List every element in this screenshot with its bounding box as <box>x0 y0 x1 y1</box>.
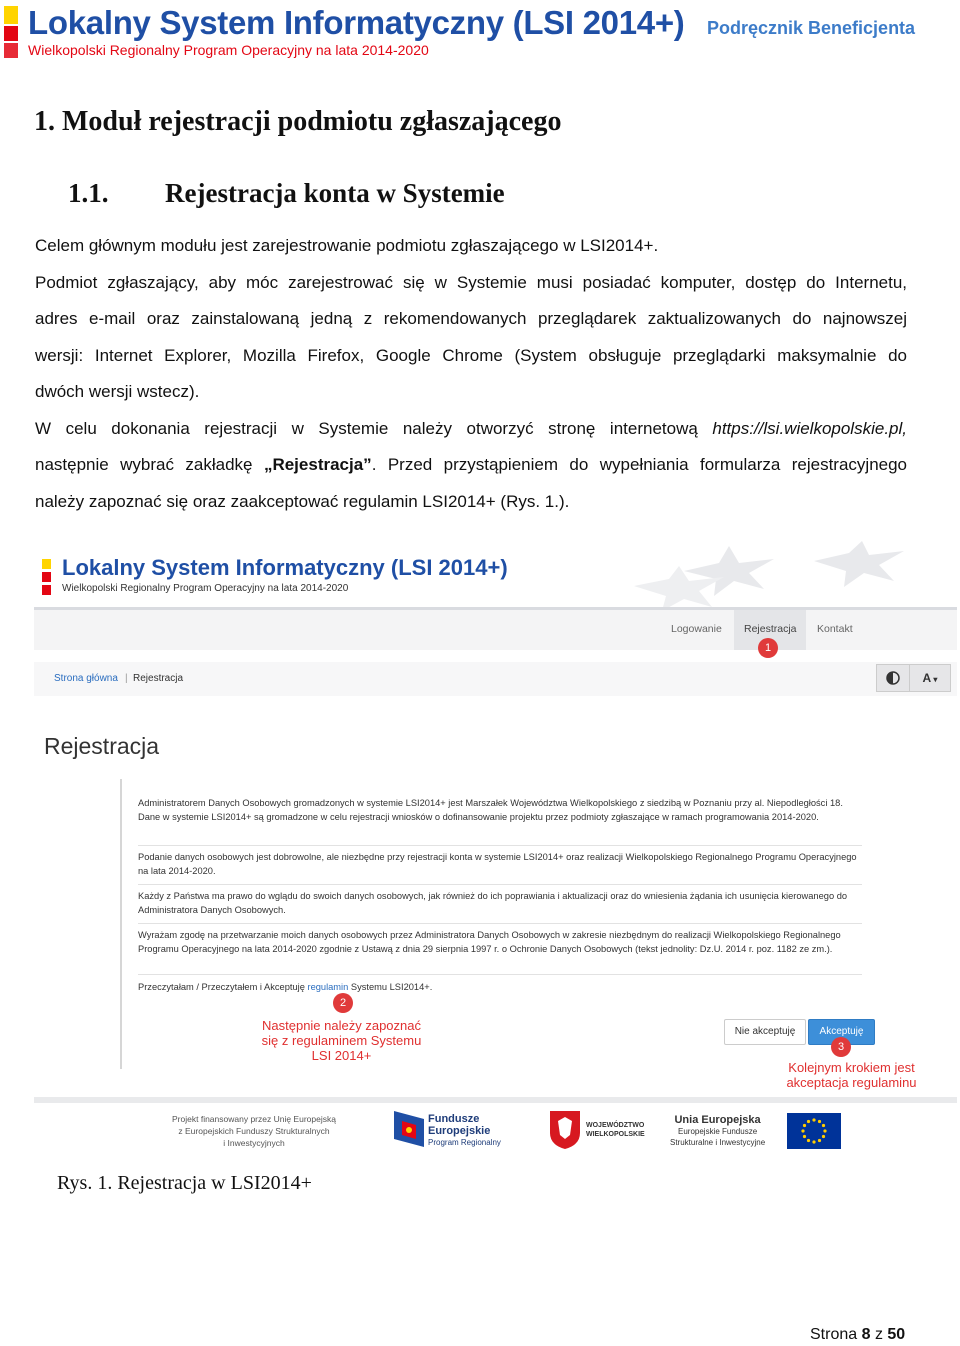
page-of-label: z <box>874 1326 883 1343</box>
statement-text: Systemu LSI2014+. <box>348 982 433 992</box>
page-title: Rejestracja <box>44 733 160 759</box>
accept-statement <box>138 981 862 995</box>
body-text-part: . Przed przystąpieniem do wypełniania formularza rejestracyjnego <box>371 455 908 474</box>
registration-screenshot <box>34 541 957 1181</box>
footer-line: Fundusze <box>428 1113 480 1125</box>
tab-register[interactable]: Rejestracja <box>744 623 797 635</box>
footer-line: Unia Europejska <box>674 1114 761 1126</box>
breadcrumb-home[interactable]: Strona główna <box>54 673 118 684</box>
eu-label <box>670 1115 765 1148</box>
font-size-button[interactable] <box>909 664 951 692</box>
footer-line: Europejskie <box>428 1125 491 1137</box>
footer-line: z Europejskich Funduszy Strukturalnych <box>178 1126 330 1136</box>
tab-contact[interactable]: Kontakt <box>817 623 853 635</box>
body-line: należy zapoznać się oraz zaakceptować regulamin LSI2014+ (Rys. 1.). <box>35 491 570 511</box>
wielkopolska-coat-of-arms-icon <box>550 1111 580 1149</box>
footer-line: WOJEWÓDZTWO <box>586 1122 645 1129</box>
annotation-badge-2: 2 <box>333 993 353 1013</box>
voivodeship-label <box>586 1121 645 1139</box>
footer-line: Projekt finansowany przez Unię Europejską <box>172 1114 336 1124</box>
divider <box>138 845 862 846</box>
note-line: LSI 2014+ <box>311 1048 372 1063</box>
manual-label: Podręcznik Beneficjenta <box>707 18 916 38</box>
annotation-badge-1: 1 <box>758 638 778 658</box>
body-line: adres e-mail oraz zainstalowaną jedną z rekomendowanych przeglądarek zaktualizowanych do najnowszej <box>35 309 907 328</box>
figure-caption: Rys. 1. Rejestracja w LSI2014+ <box>57 1172 312 1194</box>
regulations-paragraph: Każdy z Państwa ma prawo do wglądu do swoich danych osobowych, jak również do ich poprawiania i aktualizacji oraz do wniesienia żądania ich usunięcia kierowanego do Administratora Danych Osobowych. <box>138 891 848 915</box>
note-line: się z regulaminem Systemu <box>261 1033 422 1048</box>
current-page: 8 <box>861 1326 871 1343</box>
contrast-button[interactable] <box>876 664 910 692</box>
page-number <box>810 1326 905 1344</box>
note-line: Następnie należy zapoznać <box>262 1018 421 1033</box>
european-funds-label <box>428 1113 501 1149</box>
total-pages: 50 <box>887 1326 906 1343</box>
divider <box>138 884 862 885</box>
annotation-note-3 <box>754 1060 949 1090</box>
subsection-heading: Rejestracja konta w Systemie <box>165 178 505 208</box>
divider <box>138 974 862 975</box>
annotation-badge-3: 3 <box>831 1037 851 1057</box>
body-line <box>35 447 907 484</box>
font-size-icon: A <box>922 671 932 685</box>
screenshot-subtitle: Wielkopolski Regionalny Program Operacyjny na lata 2014-2020 <box>62 583 349 594</box>
lsi-url: https://lsi.wielkopolskie.pl, <box>712 418 907 438</box>
statement-text: Przeczytałam / Przeczytałem i Akceptuję <box>138 982 308 992</box>
top-nav <box>34 610 957 650</box>
divider <box>138 923 862 924</box>
lsi-logo-bars <box>4 6 18 58</box>
eu-flag-icon <box>787 1113 841 1149</box>
footer-logos <box>34 1097 957 1181</box>
eu-stars-decoration <box>634 541 957 611</box>
regulations-paragraph: Wyrażam zgodę na przetwarzanie moich danych osobowych przez Administratora Danych Osobowych w zakresie niezbędnym do realizacji Wielkopolskiego Regionalnego Programu Operacyjnego na lata 2014-2020 zgodnie z Ustawą z dnia 29 sierpnia 1997 r. o Ochronie Danych Osobowych (tekst jednolity: Dz.U. 2014 r. poz. 1182 ze zm.). <box>138 930 841 954</box>
header-subtitle: Wielkopolski Regionalny Program Operacyjny na lata 2014-2020 <box>28 42 429 58</box>
body-line <box>35 411 907 448</box>
section-heading: 1. Moduł rejestracji podmiotu zgłaszającego <box>34 106 562 137</box>
body-text <box>35 228 907 520</box>
body-text-part: następnie wybrać zakładkę <box>35 455 264 474</box>
eu-project-note <box>164 1113 344 1149</box>
footer-line: Program Regionalny <box>428 1138 501 1147</box>
body-line: dwóch wersji wstecz). <box>35 382 200 401</box>
decline-button[interactable]: Nie akceptuję <box>724 1019 806 1045</box>
contrast-icon <box>877 665 909 691</box>
body-line: Podmiot zgłaszający, aby móc zarejestrować się w Systemie musi posiadać komputer, dostęp do Internetu, <box>35 272 907 292</box>
regulations-paragraph: Podanie danych osobowych jest dobrowolne, ale niezbędne przy rejestracji konta w systemie LSI2014+ oraz realizacji Wielkopolskiego Regionalnego Programu Operacyjnego na lata 2014-2020. <box>138 852 857 876</box>
chevron-down-icon: ▾ <box>931 675 938 684</box>
footer-line: Europejskie Fundusze <box>678 1127 758 1136</box>
body-text-part: W celu dokonania rejestracji w Systemie należy otworzyć stronę internetową <box>35 418 713 438</box>
regulations-paragraph: Administratorem Danych Osobowych gromadzonych w systemie LSI2014+ jest Marszałek Województwa Wielkopolskiego z siedzibą w Poznaniu przy al. Niepodległości 18. Dane w systemie LSI2014+ są gromadzone w celu rejestracji wniosków o dofinansowanie projektu przez podmioty zgłaszające w ramach programowania 2014-2020. <box>138 798 843 822</box>
note-line: akceptacja regulaminu <box>786 1075 917 1090</box>
footer-line: WIELKOPOLSKIE <box>586 1131 645 1138</box>
page-label: Strona <box>810 1326 858 1343</box>
footer-line: Strukturalne i Inwestycyjne <box>670 1138 766 1147</box>
body-line: wersji: Internet Explorer, Mozilla Firefox, Google Chrome (System obsługuje przeglądarki maksymalnie do <box>35 345 907 365</box>
accept-button[interactable]: Akceptuję <box>808 1019 875 1045</box>
screenshot-title: Lokalny System Informatyczny (LSI 2014+) <box>62 555 508 580</box>
annotation-note-2 <box>234 1018 449 1063</box>
regulations-link[interactable]: regulamin <box>307 982 349 992</box>
european-funds-logo-icon <box>394 1111 424 1147</box>
header-title: Lokalny System Informatyczny (LSI 2014+) <box>28 4 685 41</box>
breadcrumb <box>34 662 957 696</box>
subsection-number: 1.1. <box>68 178 109 208</box>
lsi-logo-bars <box>42 559 51 595</box>
tab-name-reference: „Rejestracja” <box>263 455 372 474</box>
tab-login[interactable]: Logowanie <box>671 623 722 635</box>
breadcrumb-current: Rejestracja <box>133 673 184 684</box>
footer-line: i Inwestycyjnych <box>223 1138 285 1148</box>
breadcrumb-separator: | <box>125 673 128 684</box>
note-line: Kolejnym krokiem jest <box>788 1060 915 1075</box>
body-line: Celem głównym modułu jest zarejestrowanie podmiotu zgłaszającego w LSI2014+. <box>35 236 659 255</box>
